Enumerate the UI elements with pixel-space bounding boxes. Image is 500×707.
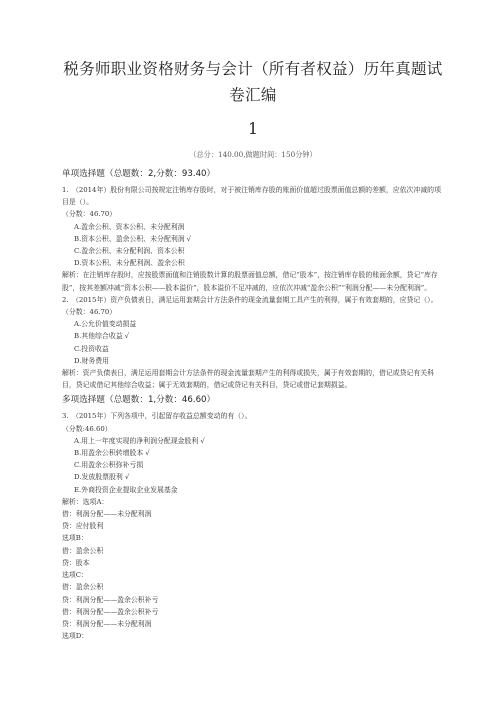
- document-title: 税务师职业资格财务与会计（所有者权益）历年真题试卷汇编: [63, 60, 443, 104]
- section-heading-multiple-choice: 多项选择题（总题数：1,分数：46.60）: [62, 395, 216, 406]
- question-3: [62, 410, 444, 642]
- analysis-line: 解析：选项A：: [62, 497, 109, 506]
- question-analysis: 解析：在注销库存股时，应按股票面值和注销股数计算的股票面值总额，借记“股本”，按注销库存股的账面余额，贷记“库存股”，按其差额冲减“资本公积——股本溢价”，股本溢价不足冲减的，应依次冲减“盈余公积”“利润分配——未分配利润”。: [62, 271, 438, 292]
- analysis-line: 贷：股本: [62, 558, 90, 567]
- question-analysis: 解析：资产负债表日，满足运用套期会计方法条件的现金流量套期产生的利得或损失，属于有效套期的，借记或贷记有关科目，贷记或借记其他综合收益；属于无效套期的，借记或贷记有关科目，贷记或借记套期损益。: [62, 369, 435, 390]
- analysis-line: 贷：利润分配——未分配利润: [62, 619, 152, 628]
- question-score: （分数：46.70）: [62, 210, 117, 219]
- question-text: 2. （2015年）资产负债表日，满足运用套期会计方法条件的现金流量套期工具产生的利得，属于有效套期的，应贷记（）。: [62, 295, 438, 304]
- question-score: （分数:46.60）: [62, 424, 112, 433]
- check-mark-icon: √: [145, 449, 150, 458]
- check-mark-icon: √: [200, 436, 205, 445]
- analysis-line: 借：利润分配——盈余公积补亏: [62, 607, 159, 616]
- option-b: B.用盈余公积转增股本 √: [74, 449, 150, 458]
- analysis-line: 借：利润分配——未分配利润: [62, 510, 152, 519]
- option-b: B.其他综合收益 √: [74, 332, 130, 341]
- option-d: D.发放股票股利 √: [74, 473, 130, 482]
- option-a: A.盈余公积、资本公积、未分配利润: [74, 222, 185, 231]
- analysis-line: 贷：利润分配——盈余公积补亏: [62, 595, 159, 604]
- analysis-line: 选项D：: [62, 632, 89, 641]
- analysis-line: 选项B：: [62, 534, 88, 543]
- question-2: [62, 294, 444, 392]
- option-c: C.盈余公积、未分配利润、资本公积: [74, 247, 185, 256]
- option-d: D.资本公积、未分配利润、盈余公积: [74, 259, 185, 268]
- question-1: [62, 184, 444, 294]
- analysis-line: 贷：应付股利: [62, 522, 104, 531]
- exam-meta: （总分：140.00,做题时间：150分钟）: [189, 150, 317, 159]
- analysis-line: 选项C：: [62, 571, 88, 580]
- option-a: A.公允价值变动损益: [74, 320, 137, 329]
- analysis-line: 借：盈余公积: [62, 546, 104, 555]
- option-a: A.用上一年度实现的净利润分配现金股利 √: [74, 436, 205, 445]
- check-mark-icon: √: [186, 234, 192, 243]
- check-mark-icon: √: [124, 473, 130, 482]
- option-e: E.外商投资企业提取企业发展基金: [74, 485, 178, 494]
- document-title-number: 1: [248, 120, 258, 138]
- section-heading-single-choice: 单项选择题（总题数：2,分数：93.40）: [62, 169, 216, 179]
- check-mark-icon: √: [124, 332, 130, 341]
- option-b: B.资本公积、盈余公积、未分配利润 √: [74, 234, 192, 243]
- option-d: D.财务费用: [74, 356, 110, 365]
- analysis-line: 借：盈余公积: [62, 583, 104, 592]
- option-c: C.投资收益: [74, 344, 109, 353]
- question-text: 1. （2014年）股份有限公司按规定注销库存股时，对于被注销库存股的账面价值超过股票面值总额的差额，应依次冲减的项目是（）。: [62, 186, 441, 207]
- option-c: C.用盈余公积弥补亏损: [74, 461, 144, 470]
- question-text: 3. （2015年）下列各项中，引起留存收益总额变动的有（）。: [62, 412, 252, 421]
- question-score: （分数：46.70）: [62, 308, 117, 317]
